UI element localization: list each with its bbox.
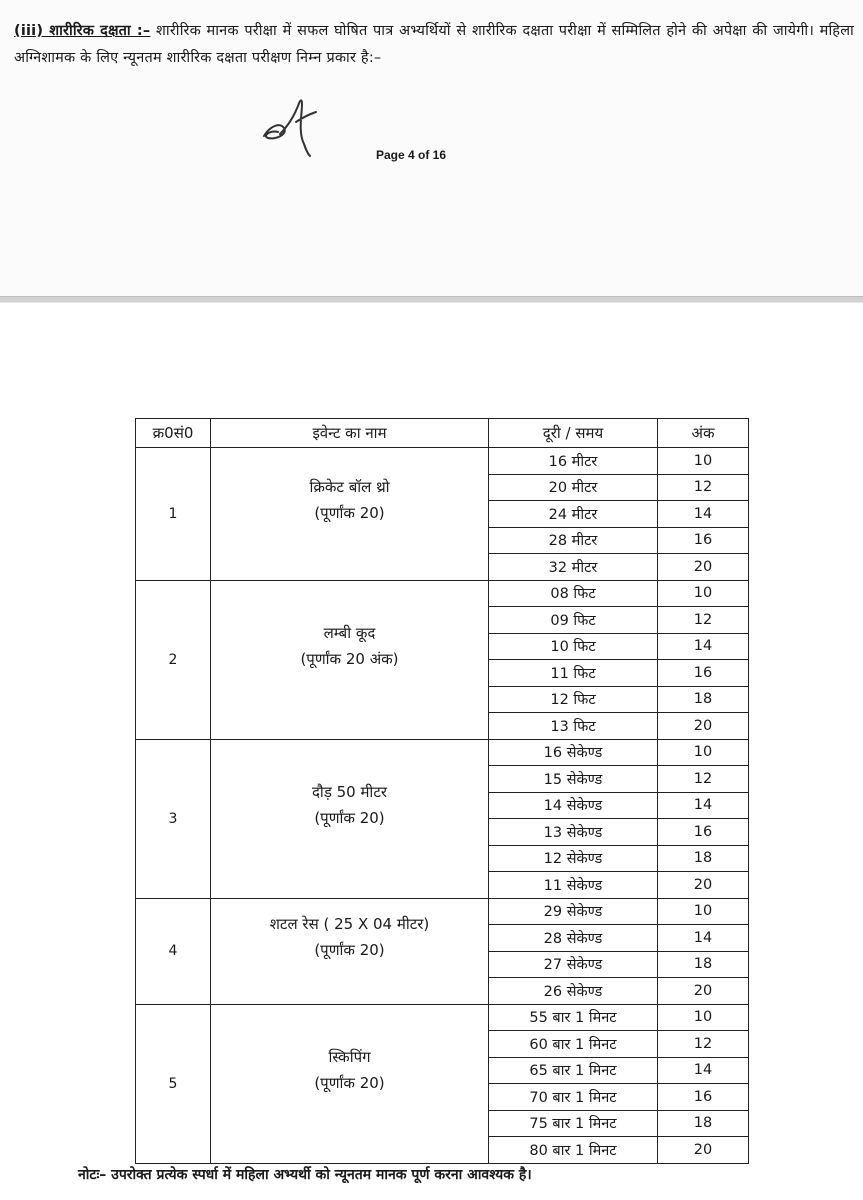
marks-value: 10 xyxy=(658,448,749,475)
marks-value: 14 xyxy=(658,501,749,528)
distance-time-value: 26 सेकेण्ड xyxy=(489,978,658,1005)
distance-time-value: 24 मीटर xyxy=(489,501,658,528)
event-total-marks: (पूर्णांक 20) xyxy=(314,808,385,827)
distance-time-value: 55 बार 1 मिनट xyxy=(489,1004,658,1031)
marks-value: 14 xyxy=(658,633,749,660)
marks-value: 10 xyxy=(658,739,749,766)
marks-value: 10 xyxy=(658,1004,749,1031)
event-name-wrapper xyxy=(211,911,488,963)
marks-value: 10 xyxy=(658,898,749,925)
table-row xyxy=(136,739,749,766)
event-serial-number: 3 xyxy=(136,739,211,898)
distance-time-value: 14 सेकेण्ड xyxy=(489,792,658,819)
marks-value: 20 xyxy=(658,978,749,1005)
marks-value: 12 xyxy=(658,607,749,634)
distance-time-value: 60 बार 1 मिनट xyxy=(489,1031,658,1058)
table-row xyxy=(136,1004,749,1031)
page-separator xyxy=(0,296,863,303)
event-total-marks: (पूर्णांक 20) xyxy=(314,1073,385,1092)
physical-test-table xyxy=(135,418,749,1164)
distance-time-value: 20 मीटर xyxy=(489,474,658,501)
distance-time-value: 11 फिट xyxy=(489,660,658,687)
event-serial-number: 2 xyxy=(136,580,211,739)
physical-efficiency-paragraph xyxy=(14,18,854,72)
note-text: नोटः– उपरोक्त प्रत्येक स्पर्धा में महिला अभ्यर्थी को न्यूनतम मानक पूर्ण करना आवश्यक है। xyxy=(78,1167,532,1183)
distance-time-value: 08 फिट xyxy=(489,580,658,607)
marks-value: 18 xyxy=(658,845,749,872)
marks-value: 20 xyxy=(658,713,749,740)
event-name-wrapper xyxy=(211,620,488,672)
distance-time-value: 15 सेकेण्ड xyxy=(489,766,658,793)
marks-value: 20 xyxy=(658,872,749,899)
event-name-cell xyxy=(211,898,489,1004)
distance-time-value: 27 सेकेण्ड xyxy=(489,951,658,978)
header-event-name: इवेन्ट का नाम xyxy=(211,419,489,448)
event-name: शटल रेस ( 25 X 04 मीटर) xyxy=(269,915,430,933)
marks-value: 12 xyxy=(658,1031,749,1058)
marks-value: 18 xyxy=(658,951,749,978)
page-number: Page 4 of 16 xyxy=(376,148,447,162)
marks-value: 16 xyxy=(658,1084,749,1111)
header-distance-time: दूरी / समय xyxy=(489,419,658,448)
distance-time-value: 16 मीटर xyxy=(489,448,658,475)
event-total-marks: (पूर्णांक 20 अंक) xyxy=(300,649,399,668)
header-serial-number: क्र0सं0 xyxy=(136,419,211,448)
event-serial-number: 5 xyxy=(136,1004,211,1163)
marks-value: 14 xyxy=(658,792,749,819)
table-row xyxy=(136,448,749,475)
event-name-cell xyxy=(211,580,489,739)
distance-time-value: 16 सेकेण्ड xyxy=(489,739,658,766)
distance-time-value: 29 सेकेण्ड xyxy=(489,898,658,925)
signature-image xyxy=(258,92,328,158)
previous-page-section xyxy=(0,0,863,296)
event-name-cell xyxy=(211,1004,489,1163)
event-name: क्रिकेट बॉल थ्रो xyxy=(309,477,390,496)
marks-value: 16 xyxy=(658,660,749,687)
header-marks: अंक xyxy=(658,419,749,448)
distance-time-value: 12 फिट xyxy=(489,686,658,713)
event-name-wrapper xyxy=(211,1044,488,1096)
marks-value: 18 xyxy=(658,686,749,713)
marks-value: 12 xyxy=(658,474,749,501)
event-name: दौड़ 50 मीटर xyxy=(311,782,388,801)
marks-value: 12 xyxy=(658,766,749,793)
section-label: (iii) शारीरिक दक्षता :– xyxy=(14,23,151,39)
distance-time-value: 10 फिट xyxy=(489,633,658,660)
marks-value: 14 xyxy=(658,925,749,952)
marks-value: 20 xyxy=(658,1137,749,1164)
marks-value: 18 xyxy=(658,1110,749,1137)
distance-time-value: 13 फिट xyxy=(489,713,658,740)
distance-time-value: 70 बार 1 मिनट xyxy=(489,1084,658,1111)
distance-time-value: 28 मीटर xyxy=(489,527,658,554)
distance-time-value: 11 सेकेण्ड xyxy=(489,872,658,899)
distance-time-value: 13 सेकेण्ड xyxy=(489,819,658,846)
event-name-cell xyxy=(211,448,489,581)
event-serial-number: 1 xyxy=(136,448,211,581)
table-row xyxy=(136,898,749,925)
event-name-wrapper xyxy=(211,474,488,526)
distance-time-value: 09 फिट xyxy=(489,607,658,634)
marks-value: 20 xyxy=(658,554,749,581)
distance-time-value: 80 बार 1 मिनट xyxy=(489,1137,658,1164)
distance-time-value: 32 मीटर xyxy=(489,554,658,581)
event-serial-number: 4 xyxy=(136,898,211,1004)
event-name-wrapper xyxy=(211,779,488,831)
distance-time-value: 75 बार 1 मिनट xyxy=(489,1110,658,1137)
distance-time-value: 65 बार 1 मिनट xyxy=(489,1057,658,1084)
marks-value: 10 xyxy=(658,580,749,607)
table-row xyxy=(136,580,749,607)
event-total-marks: (पूर्णांक 20) xyxy=(314,941,385,959)
event-name: लम्बी कूद xyxy=(323,623,376,642)
event-total-marks: (पूर्णांक 20) xyxy=(314,503,385,522)
distance-time-value: 12 सेकेण्ड xyxy=(489,845,658,872)
table-header-row xyxy=(136,419,749,448)
marks-value: 16 xyxy=(658,819,749,846)
section-body: शारीरिक मानक परीक्षा में सफल घोषित पात्र अभ्यर्थियों से शारीरिक दक्षता परीक्षा में सम्मिलित होने की अपेक्षा की जायेगी। महिला अग्निशामक के लिए न्यूनतम शारीरिक दक्षता परीक्षण निम्न प्रकार है:– xyxy=(14,23,854,66)
event-name: स्किपिंग xyxy=(328,1047,371,1066)
event-name-cell xyxy=(211,739,489,898)
marks-value: 14 xyxy=(658,1057,749,1084)
marks-value: 16 xyxy=(658,527,749,554)
distance-time-value: 28 सेकेण्ड xyxy=(489,925,658,952)
